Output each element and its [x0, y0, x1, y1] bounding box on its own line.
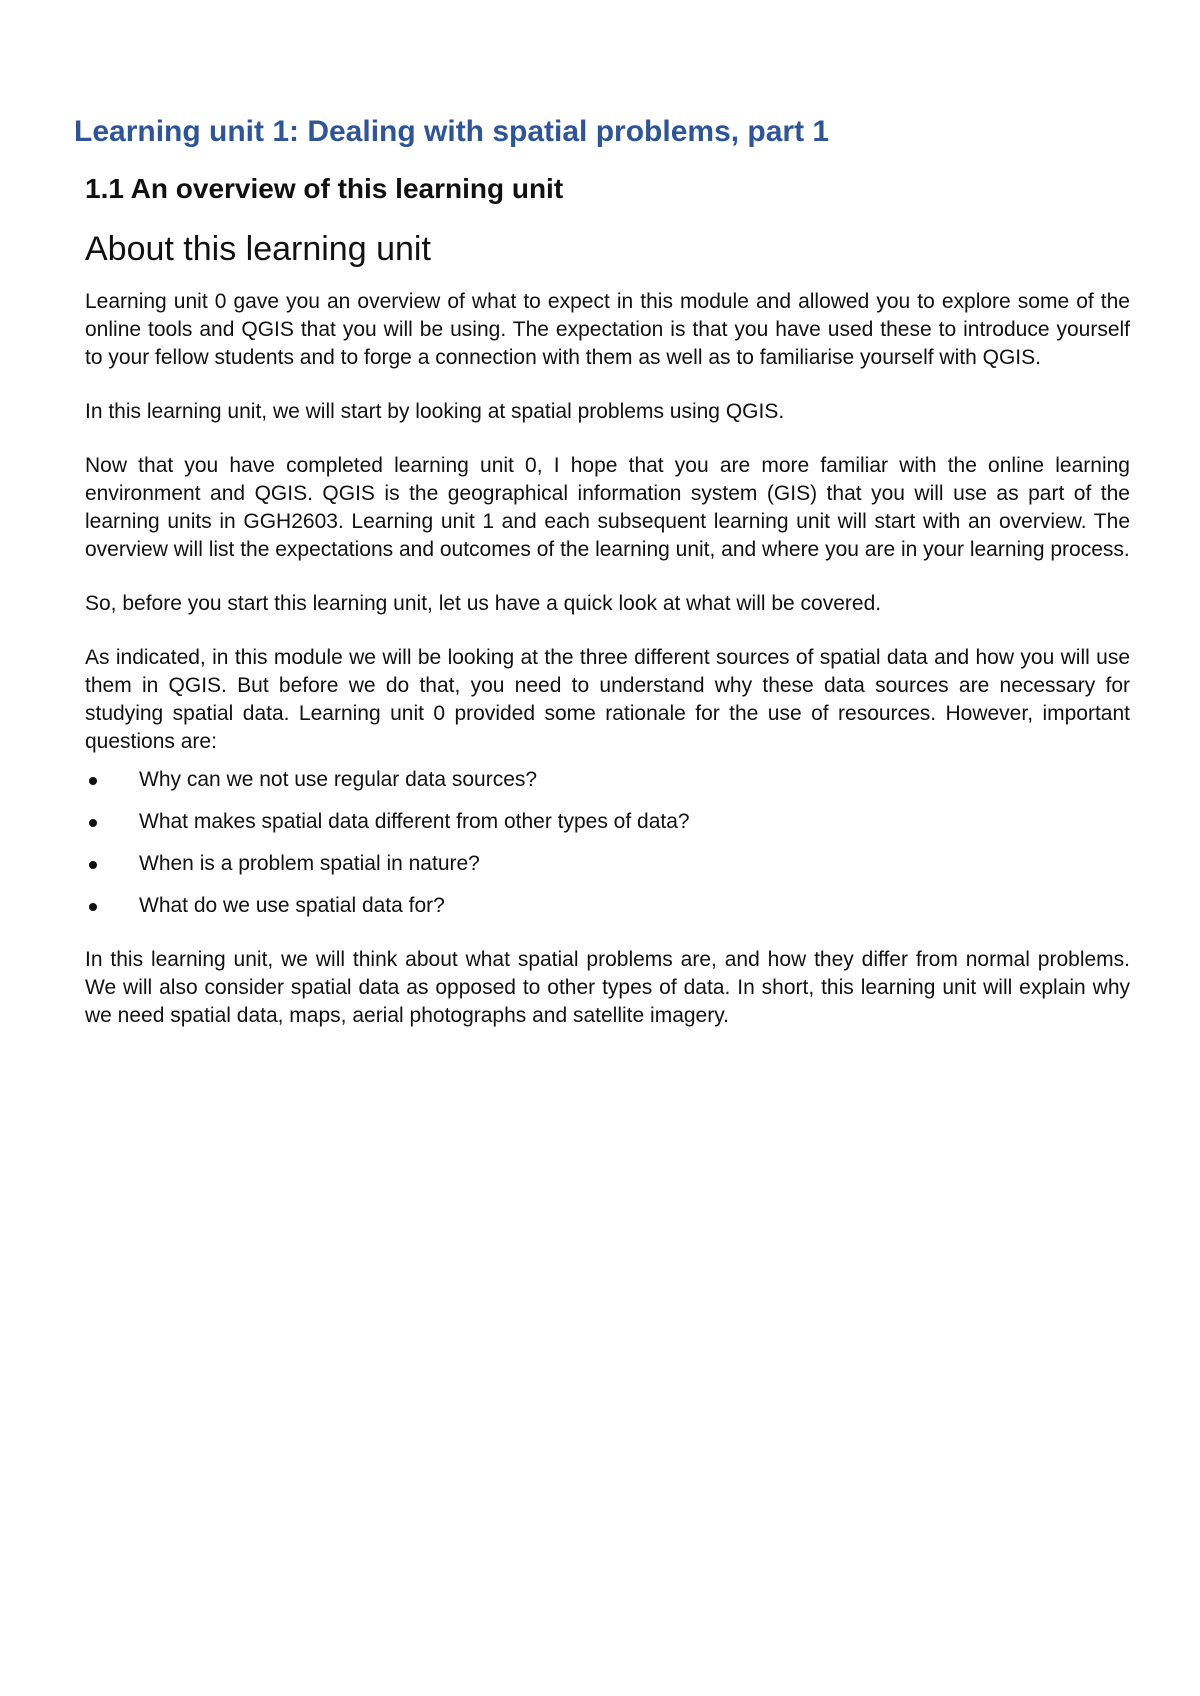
question-text: Why can we not use regular data sources?: [139, 768, 538, 791]
bullet-icon: [89, 777, 97, 785]
list-item: [85, 766, 1130, 794]
list-item: [85, 808, 1130, 836]
question-list: [85, 766, 1130, 920]
bullet-icon: [89, 819, 97, 827]
unit-title: Learning unit 1: Dealing with spatial problems, part 1: [74, 115, 830, 148]
section-title: 1.1 An overview of this learning unit: [85, 173, 564, 204]
about-title: About this learning unit: [85, 230, 431, 268]
paragraph-quick-look: So, before you start this learning unit, let us have a quick look at what will be covered.: [85, 592, 882, 615]
bullet-icon: [89, 861, 97, 869]
question-text: When is a problem spatial in nature?: [139, 852, 480, 875]
list-item: [85, 892, 1130, 920]
question-text: What makes spatial data different from other types of data?: [139, 810, 690, 833]
paragraph-completed: Now that you have completed learning unit 0, I hope that you are more familiar with the online learning environment and QGIS. QGIS is the geographical information system (GIS) that you will use as part of the learning units in GGH2603. Learning unit 1 and each subsequent learning unit will start with an overview. The overview will list the expectations and outcomes of the learning unit, and where you are in your learning process.: [85, 454, 1130, 561]
bullet-icon: [89, 903, 97, 911]
paragraph-closing: In this learning unit, we will think about what spatial problems are, and how they differ from normal problems. We will also consider spatial data as opposed to other types of data. In short, this learning unit will explain why we need spatial data, maps, aerial photographs and satellite imagery.: [85, 948, 1130, 1027]
list-item: [85, 850, 1130, 878]
paragraph-sources: As indicated, in this module we will be looking at the three different sources of spatial data and how you will use them in QGIS. But before we do that, you need to understand why these data sources are necessary for studying spatial data. Learning unit 0 provided some rationale for the use of resources. However, important questions are:: [85, 646, 1130, 753]
paragraph-intro: Learning unit 0 gave you an overview of what to expect in this module and allowed you to explore some of the online tools and QGIS that you will be using. The expectation is that you have used these to introduce yourself to your fellow students and to forge a connection with them as well as to familiarise yourself with QGIS.: [85, 290, 1130, 369]
paragraph-start: In this learning unit, we will start by looking at spatial problems using QGIS.: [85, 400, 785, 423]
question-text: What do we use spatial data for?: [139, 894, 445, 917]
